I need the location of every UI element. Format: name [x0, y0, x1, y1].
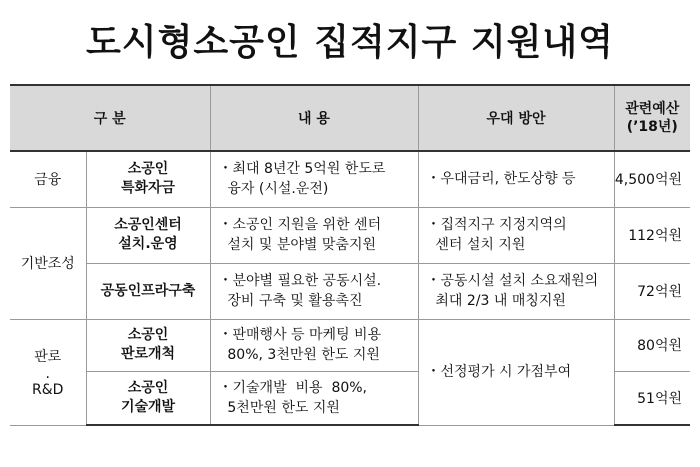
- row-content: [210, 151, 418, 207]
- row-content: [210, 263, 418, 319]
- group-sales-rnd: [10, 319, 86, 425]
- row-subcategory: [86, 319, 210, 371]
- row-benefit: [418, 151, 614, 207]
- content-line1: ・판매행사 등 마케팅 비용: [218, 327, 382, 343]
- group-sales-line1: 판로: [34, 349, 62, 365]
- row-subcategory: [86, 371, 210, 425]
- subcategory-line2: 기술개발: [120, 398, 176, 415]
- benefit-line1: ・공동시설 설치 소요재원의: [426, 273, 599, 289]
- row-budget: 80억원: [614, 319, 690, 371]
- table-header-row: [10, 85, 690, 151]
- header-budget-line1: 관련예산: [625, 101, 680, 117]
- subcategory-line1: 공동인프라구축: [100, 282, 196, 299]
- row-subcategory: [86, 207, 210, 263]
- row-content: [210, 371, 418, 425]
- row-subcategory: [86, 263, 210, 319]
- benefit-line2: 최대 2/3 내 매칭지원: [426, 293, 566, 309]
- content-line1: ・최대 8년간 5억원 한도로: [218, 161, 386, 178]
- benefit-line1: ・집적지구 지정지역의: [426, 217, 567, 233]
- table-row: [10, 207, 690, 263]
- group-sales-line2: .: [45, 366, 50, 382]
- row-budget: 51억원: [614, 371, 690, 425]
- benefit-line1: ・우대금리, 한도상향 등: [426, 171, 576, 188]
- content-line2: 80%, 3천만원 한도 지원: [218, 347, 380, 363]
- group-sales-line3: R&D: [32, 382, 64, 398]
- table-row: [10, 319, 690, 371]
- subcategory-line1: 소공인센터: [114, 217, 182, 233]
- subcategory-line1: 소공인: [127, 161, 169, 178]
- content-line2: 융자 (시설.운전): [218, 181, 329, 198]
- content-line2: 설치 및 분야별 맞춤지원: [218, 237, 376, 253]
- content-line2: 5천만원 한도 지원: [218, 399, 340, 416]
- header-benefit: 우대 방안: [418, 85, 614, 151]
- row-budget: 112억원: [614, 207, 690, 263]
- header-category: 구 분: [10, 85, 210, 151]
- content-line1: ・분야별 필요한 공동시설.: [218, 273, 382, 289]
- header-budget: [614, 85, 690, 151]
- row-benefit: [418, 207, 614, 263]
- subcategory-line1: 소공인: [127, 327, 169, 343]
- row-subcategory: [86, 151, 210, 207]
- header-budget-line2: (’18년): [626, 119, 678, 135]
- row-content: [210, 319, 418, 371]
- subcategory-line1: 소공인: [127, 379, 169, 396]
- header-content: 내 용: [210, 85, 418, 151]
- content-line2: 장비 구축 및 활용촉진: [218, 293, 363, 309]
- group-infra: 기반조성: [10, 207, 86, 319]
- subcategory-line2: 설치.운영: [118, 236, 178, 252]
- support-table: [10, 84, 690, 426]
- row-benefit: [418, 263, 614, 319]
- row-budget: 4,500억원: [614, 151, 690, 207]
- row-budget: 72억원: [614, 263, 690, 319]
- row-benefit: [418, 319, 614, 425]
- subcategory-line2: 특화자금: [120, 180, 176, 197]
- table-row: [10, 263, 690, 319]
- table-row: [10, 151, 690, 207]
- content-line1: ・기술개발 비용 80%,: [218, 379, 368, 396]
- benefit-line2: 센터 설치 지원: [426, 237, 526, 253]
- page-title: 도시형소공인 집적지구 지원내역: [86, 22, 614, 63]
- row-content: [210, 207, 418, 263]
- group-finance: 금융: [10, 151, 86, 207]
- benefit-line1: ・선정평가 시 가점부여: [426, 364, 572, 380]
- subcategory-line2: 판로개척: [120, 346, 176, 362]
- content-line1: ・소공인 지원을 위한 센터: [218, 217, 382, 233]
